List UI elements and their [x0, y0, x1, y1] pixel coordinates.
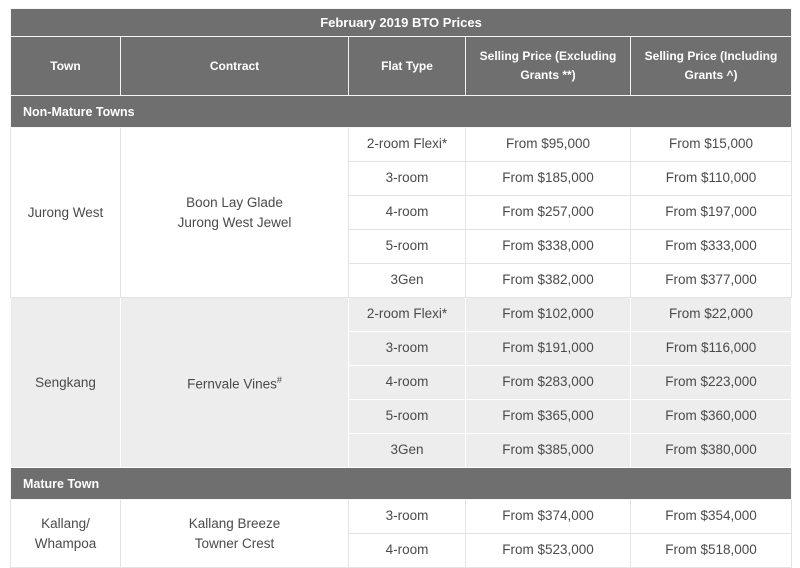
contract-label: Fernvale Vines	[187, 376, 277, 392]
flat-type-cell: 4-room	[349, 196, 466, 230]
section-header-non-mature-towns	[11, 96, 792, 128]
flat-type-cell: 3Gen	[349, 434, 466, 468]
table-row	[11, 128, 792, 162]
town-cell-jurong-west	[11, 128, 121, 298]
price-incl-cell: From $223,000	[631, 366, 792, 400]
flat-type-cell: 3-room	[349, 500, 466, 534]
price-excl-cell: From $191,000	[466, 332, 631, 366]
flat-type-cell: 5-room	[349, 400, 466, 434]
table-title-row	[11, 9, 792, 37]
price-excl-cell: From $365,000	[466, 400, 631, 434]
price-incl-cell: From $377,000	[631, 264, 792, 298]
price-incl-cell: From $110,000	[631, 162, 792, 196]
contract-label-line2: Towner Crest	[194, 535, 275, 551]
price-excl-cell: From $95,000	[466, 128, 631, 162]
flat-type-cell: 2-room Flexi*	[349, 298, 466, 332]
column-header-price-excluding: Selling Price (Excluding Grants **)	[466, 37, 631, 96]
price-incl-cell: From $354,000	[631, 500, 792, 534]
town-label: Jurong West	[27, 204, 104, 220]
price-incl-cell: From $518,000	[631, 534, 792, 568]
price-incl-cell: From $360,000	[631, 400, 792, 434]
price-incl-cell: From $197,000	[631, 196, 792, 230]
contract-cell-boon-lay-glade	[121, 128, 349, 298]
table-row	[11, 500, 792, 534]
contract-cell-kallang-breeze	[121, 500, 349, 568]
town-cell-sengkang	[11, 298, 121, 468]
flat-type-cell: 4-room	[349, 366, 466, 400]
town-label: Sengkang	[35, 374, 96, 390]
town-label-line2: Whampoa	[34, 535, 97, 551]
table-row	[11, 298, 792, 332]
price-excl-cell: From $102,000	[466, 298, 631, 332]
price-incl-cell: From $15,000	[631, 128, 792, 162]
flat-type-cell: 4-room	[349, 534, 466, 568]
column-header-flat-type: Flat Type	[349, 37, 466, 96]
flat-type-cell: 5-room	[349, 230, 466, 264]
flat-type-cell: 3-room	[349, 332, 466, 366]
price-incl-cell: From $22,000	[631, 298, 792, 332]
price-excl-cell: From $523,000	[466, 534, 631, 568]
column-header-town: Town	[11, 37, 121, 96]
contract-superscript: #	[276, 375, 282, 386]
section-label: Mature Town	[11, 468, 792, 500]
bto-price-table	[10, 8, 792, 568]
contract-label-line2: Jurong West Jewel	[177, 214, 292, 230]
price-excl-cell: From $257,000	[466, 196, 631, 230]
price-incl-cell: From $333,000	[631, 230, 792, 264]
price-incl-cell: From $116,000	[631, 332, 792, 366]
section-label: Non-Mature Towns	[11, 96, 792, 128]
price-excl-cell: From $385,000	[466, 434, 631, 468]
flat-type-cell: 2-room Flexi*	[349, 128, 466, 162]
price-excl-cell: From $338,000	[466, 230, 631, 264]
section-header-mature-town	[11, 468, 792, 500]
flat-type-cell: 3Gen	[349, 264, 466, 298]
contract-cell-fernvale-vines	[121, 298, 349, 468]
town-label-line1: Kallang/	[41, 515, 90, 531]
contract-label-line1: Kallang Breeze	[188, 515, 281, 531]
price-excl-cell: From $283,000	[466, 366, 631, 400]
table-title: February 2019 BTO Prices	[11, 9, 792, 37]
contract-label-line1: Boon Lay Glade	[186, 194, 283, 210]
price-excl-cell: From $185,000	[466, 162, 631, 196]
flat-type-cell: 3-room	[349, 162, 466, 196]
column-header-row	[11, 37, 792, 96]
price-excl-cell: From $374,000	[466, 500, 631, 534]
column-header-contract: Contract	[121, 37, 349, 96]
price-excl-cell: From $382,000	[466, 264, 631, 298]
town-cell-kallang-whampoa	[11, 500, 121, 568]
price-incl-cell: From $380,000	[631, 434, 792, 468]
column-header-price-including: Selling Price (Including Grants ^)	[631, 37, 792, 96]
